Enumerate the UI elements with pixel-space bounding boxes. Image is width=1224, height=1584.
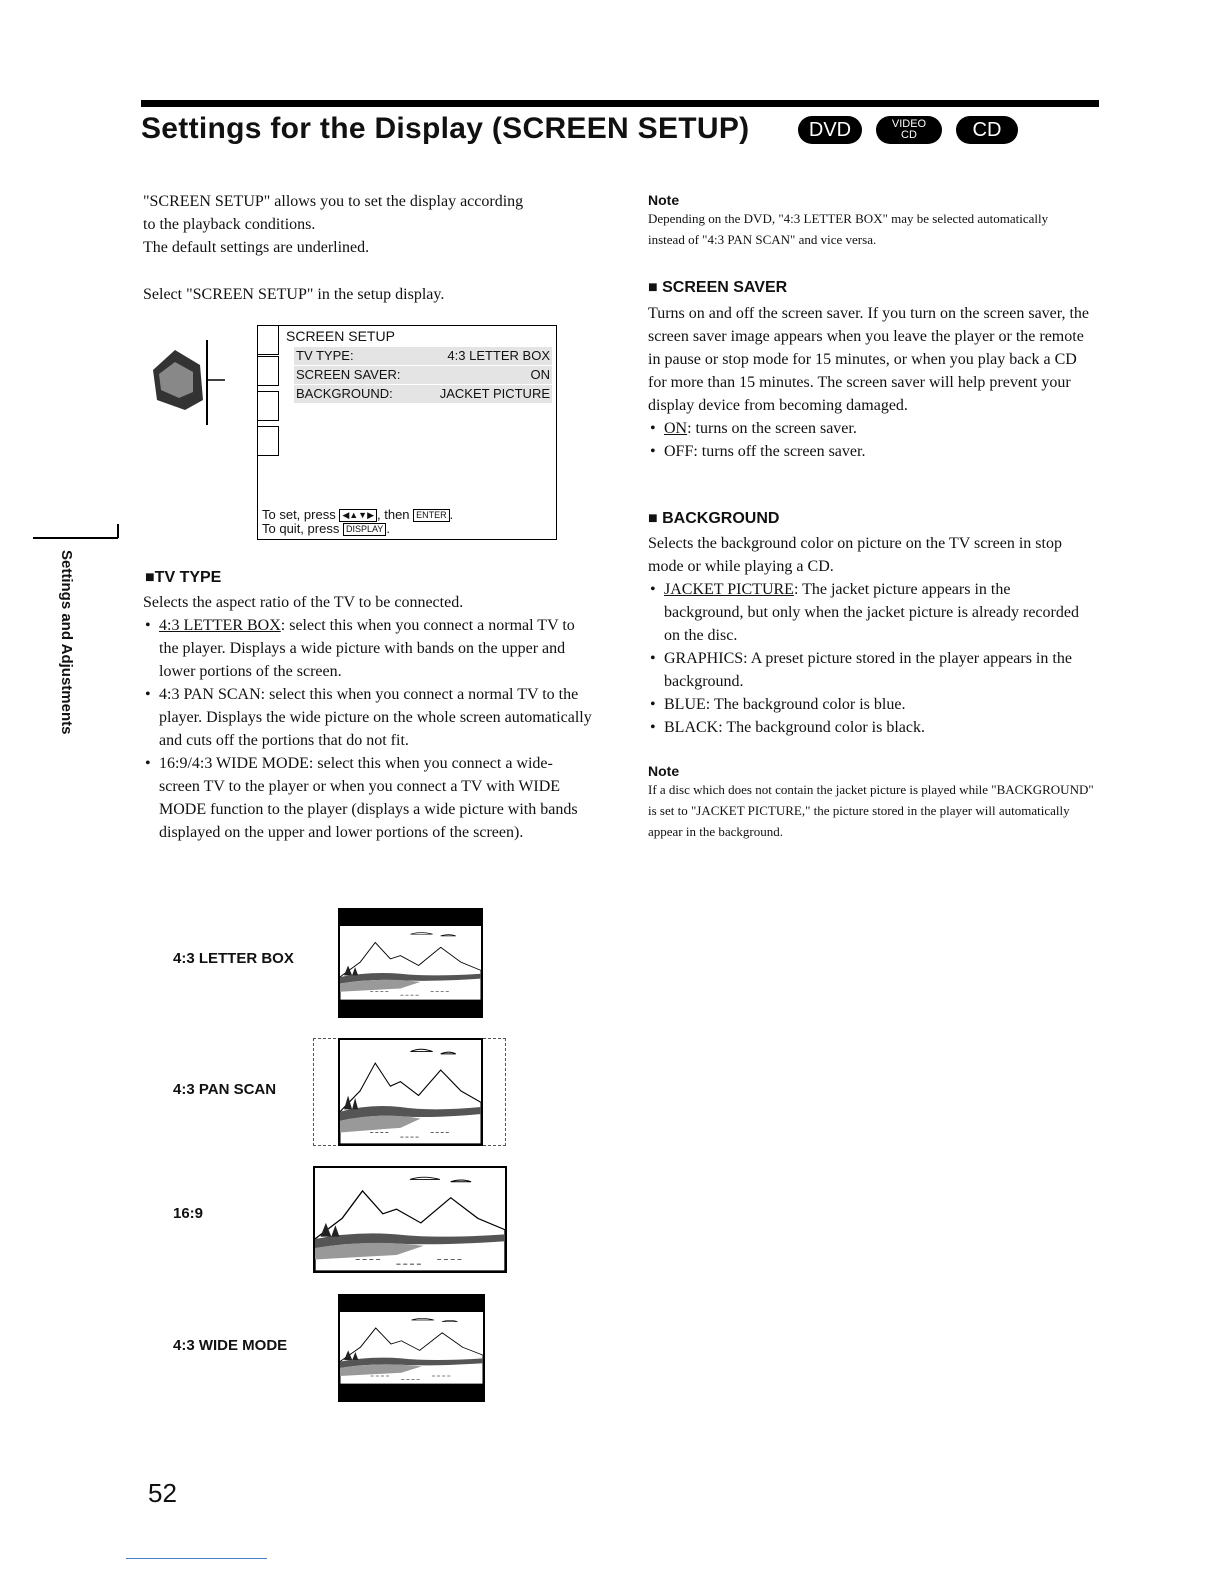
setup-screen-title: SCREEN SETUP — [286, 328, 395, 344]
menu-row-label: TV TYPE: — [296, 348, 354, 363]
letterbox-illustration — [338, 908, 483, 1018]
menu-tab-1 — [257, 325, 279, 355]
remote-control-icon — [145, 330, 225, 425]
intro-line-2: to the playback conditions. — [143, 216, 316, 233]
menu-row-value: JACKET PICTURE — [439, 386, 550, 401]
list-item — [648, 417, 1093, 440]
setup-screen-help: To set, press ◀▲▼▶ , then ENTER . To quit, press DISPLAY . — [262, 507, 454, 537]
tv-type-heading-text: TV TYPE — [154, 569, 222, 586]
menu-row-label: BACKGROUND: — [296, 386, 393, 401]
option-text: : The jacket picture appears in the background, but only when the jacket picture is already recorded on the disc. — [664, 581, 1079, 644]
wide-label: 16:9 — [173, 1205, 204, 1222]
video-cd-badge-top: VIDEO — [891, 118, 927, 130]
widemode-illustration — [338, 1294, 485, 1402]
to-set-text: To set, press — [262, 507, 336, 522]
option-text: : The background color is black. — [718, 719, 925, 736]
panscan-illustration — [338, 1038, 483, 1146]
video-cd-badge — [876, 116, 942, 144]
cd-badge — [956, 116, 1018, 144]
list-item — [143, 614, 593, 683]
option-term: 4:3 LETTER BOX — [159, 617, 281, 634]
background-heading: ■ BACKGROUND — [648, 510, 780, 527]
screen-saver-desc: Turns on and off the screen saver. If you turn on the screen saver, the screen saver image appears when you leave the player or the remote in pause or stop mode for 15 minutes, or when you play back a CD for more than 15 minutes. The screen saver will help prevent your display device from becoming damaged. — [648, 305, 1090, 414]
list-item — [143, 752, 593, 844]
option-term: 4:3 PAN SCAN — [159, 686, 261, 703]
option-term: BLUE — [664, 696, 706, 713]
cd-badge-label: CD — [972, 118, 1002, 141]
tv-type-section — [143, 591, 593, 844]
page-title: Settings for the Display (SCREEN SETUP) — [141, 112, 750, 145]
screen-saver-section — [648, 302, 1093, 463]
screen-saver-heading-text: SCREEN SAVER — [662, 279, 788, 296]
tv-type-desc: Selects the aspect ratio of the TV to be connected. — [143, 594, 464, 611]
intro-line-3: The default settings are underlined. — [143, 239, 370, 256]
option-term: JACKET PICTURE — [664, 581, 794, 598]
note-2-heading: Note — [648, 763, 680, 779]
side-tab-mark — [117, 524, 119, 538]
enter-key: ENTER — [413, 509, 450, 522]
to-quit-text: To quit, press — [262, 521, 340, 537]
note-1 — [648, 192, 1088, 250]
option-text: : select this when you connect a normal TV to the player. Displays a wide picture with bands on the upper and lower portions of the screen. — [159, 617, 575, 680]
option-term: OFF — [664, 443, 694, 460]
dvd-badge — [798, 116, 862, 144]
intro-text — [143, 190, 613, 259]
wide-illustration — [313, 1166, 507, 1273]
menu-row-tv-type[interactable] — [294, 347, 552, 365]
list-item — [143, 683, 593, 752]
option-text: : A preset picture stored in the player appears in the background. — [664, 650, 1072, 690]
tv-type-list — [143, 614, 593, 844]
menu-tab-4 — [257, 426, 279, 456]
arrow-keys-icon: ◀▲▼▶ — [339, 509, 377, 522]
video-cd-badge-bottom: CD — [901, 129, 917, 141]
note-1-heading: Note — [648, 192, 680, 208]
option-text: : turns off the screen saver. — [693, 443, 866, 460]
list-item — [648, 716, 1093, 739]
background-heading-text: BACKGROUND — [662, 510, 780, 527]
dvd-badge-label: DVD — [808, 118, 852, 141]
list-item — [648, 440, 1093, 463]
note-2-text: If a disc which does not contain the jacket picture is played while "BACKGROUND" is set to "JACKET PICTURE," the picture stored in the player will automatically appear in the background. — [648, 782, 1094, 839]
option-term: GRAPHICS — [664, 650, 744, 667]
menu-row-label: SCREEN SAVER: — [296, 367, 401, 382]
screen-saver-heading: ■ SCREEN SAVER — [648, 279, 788, 296]
menu-row-background[interactable] — [294, 385, 552, 403]
select-instruction: Select "SCREEN SETUP" in the setup display. — [143, 286, 445, 303]
header-rule — [141, 100, 1099, 107]
side-section-text: Settings and Adjustments — [58, 550, 75, 735]
menu-tab-2 — [257, 356, 279, 386]
page-number: 52 — [148, 1478, 177, 1508]
setup-screen — [257, 325, 557, 540]
note-1-text: Depending on the DVD, "4:3 LETTER BOX" may be selected automatically instead of "4:3 PAN SCAN" and vice versa. — [648, 211, 1049, 247]
option-text: : turns on the screen saver. — [687, 420, 857, 437]
tv-type-heading: ■TV TYPE — [145, 569, 222, 586]
menu-row-screen-saver[interactable] — [294, 366, 552, 384]
list-item — [648, 693, 1093, 716]
widemode-label: 4:3 WIDE MODE — [173, 1337, 288, 1354]
list-item — [648, 647, 1093, 693]
side-tab-rule — [33, 537, 118, 539]
intro-line-1: "SCREEN SETUP" allows you to set the display according — [143, 193, 524, 210]
option-text: : select this when you connect a wide-screen TV to the player or when you connect a TV with WIDE MODE function to the player (displays a wide picture with bands displayed on the upper and lower portions of the screen). — [159, 755, 578, 841]
letterbox-label: 4:3 LETTER BOX — [173, 950, 294, 967]
footer-rule — [126, 1558, 267, 1559]
option-term: BLACK — [664, 719, 719, 736]
list-item — [648, 578, 1093, 647]
menu-row-value: 4:3 LETTER BOX — [447, 348, 550, 363]
background-list — [648, 578, 1093, 739]
screen-saver-list — [648, 417, 1093, 463]
side-section-label — [55, 550, 75, 850]
background-desc: Selects the background color on picture on the TV screen in stop mode or while playing a CD. — [648, 535, 1062, 575]
option-text: : The background color is blue. — [705, 696, 906, 713]
panscan-label: 4:3 PAN SCAN — [173, 1081, 277, 1098]
menu-tab-3 — [257, 391, 279, 421]
then-text: , then — [377, 507, 410, 522]
menu-row-value: ON — [530, 367, 550, 382]
background-section — [648, 532, 1093, 739]
option-term: 16:9/4:3 WIDE MODE — [159, 755, 309, 772]
display-key: DISPLAY — [343, 523, 386, 536]
note-2 — [648, 763, 1098, 842]
option-text: : select this when you connect a normal TV to the player. Displays the wide picture on the whole screen automatically and cuts off the portions that do not fit. — [159, 686, 592, 749]
option-term: ON — [664, 420, 688, 437]
